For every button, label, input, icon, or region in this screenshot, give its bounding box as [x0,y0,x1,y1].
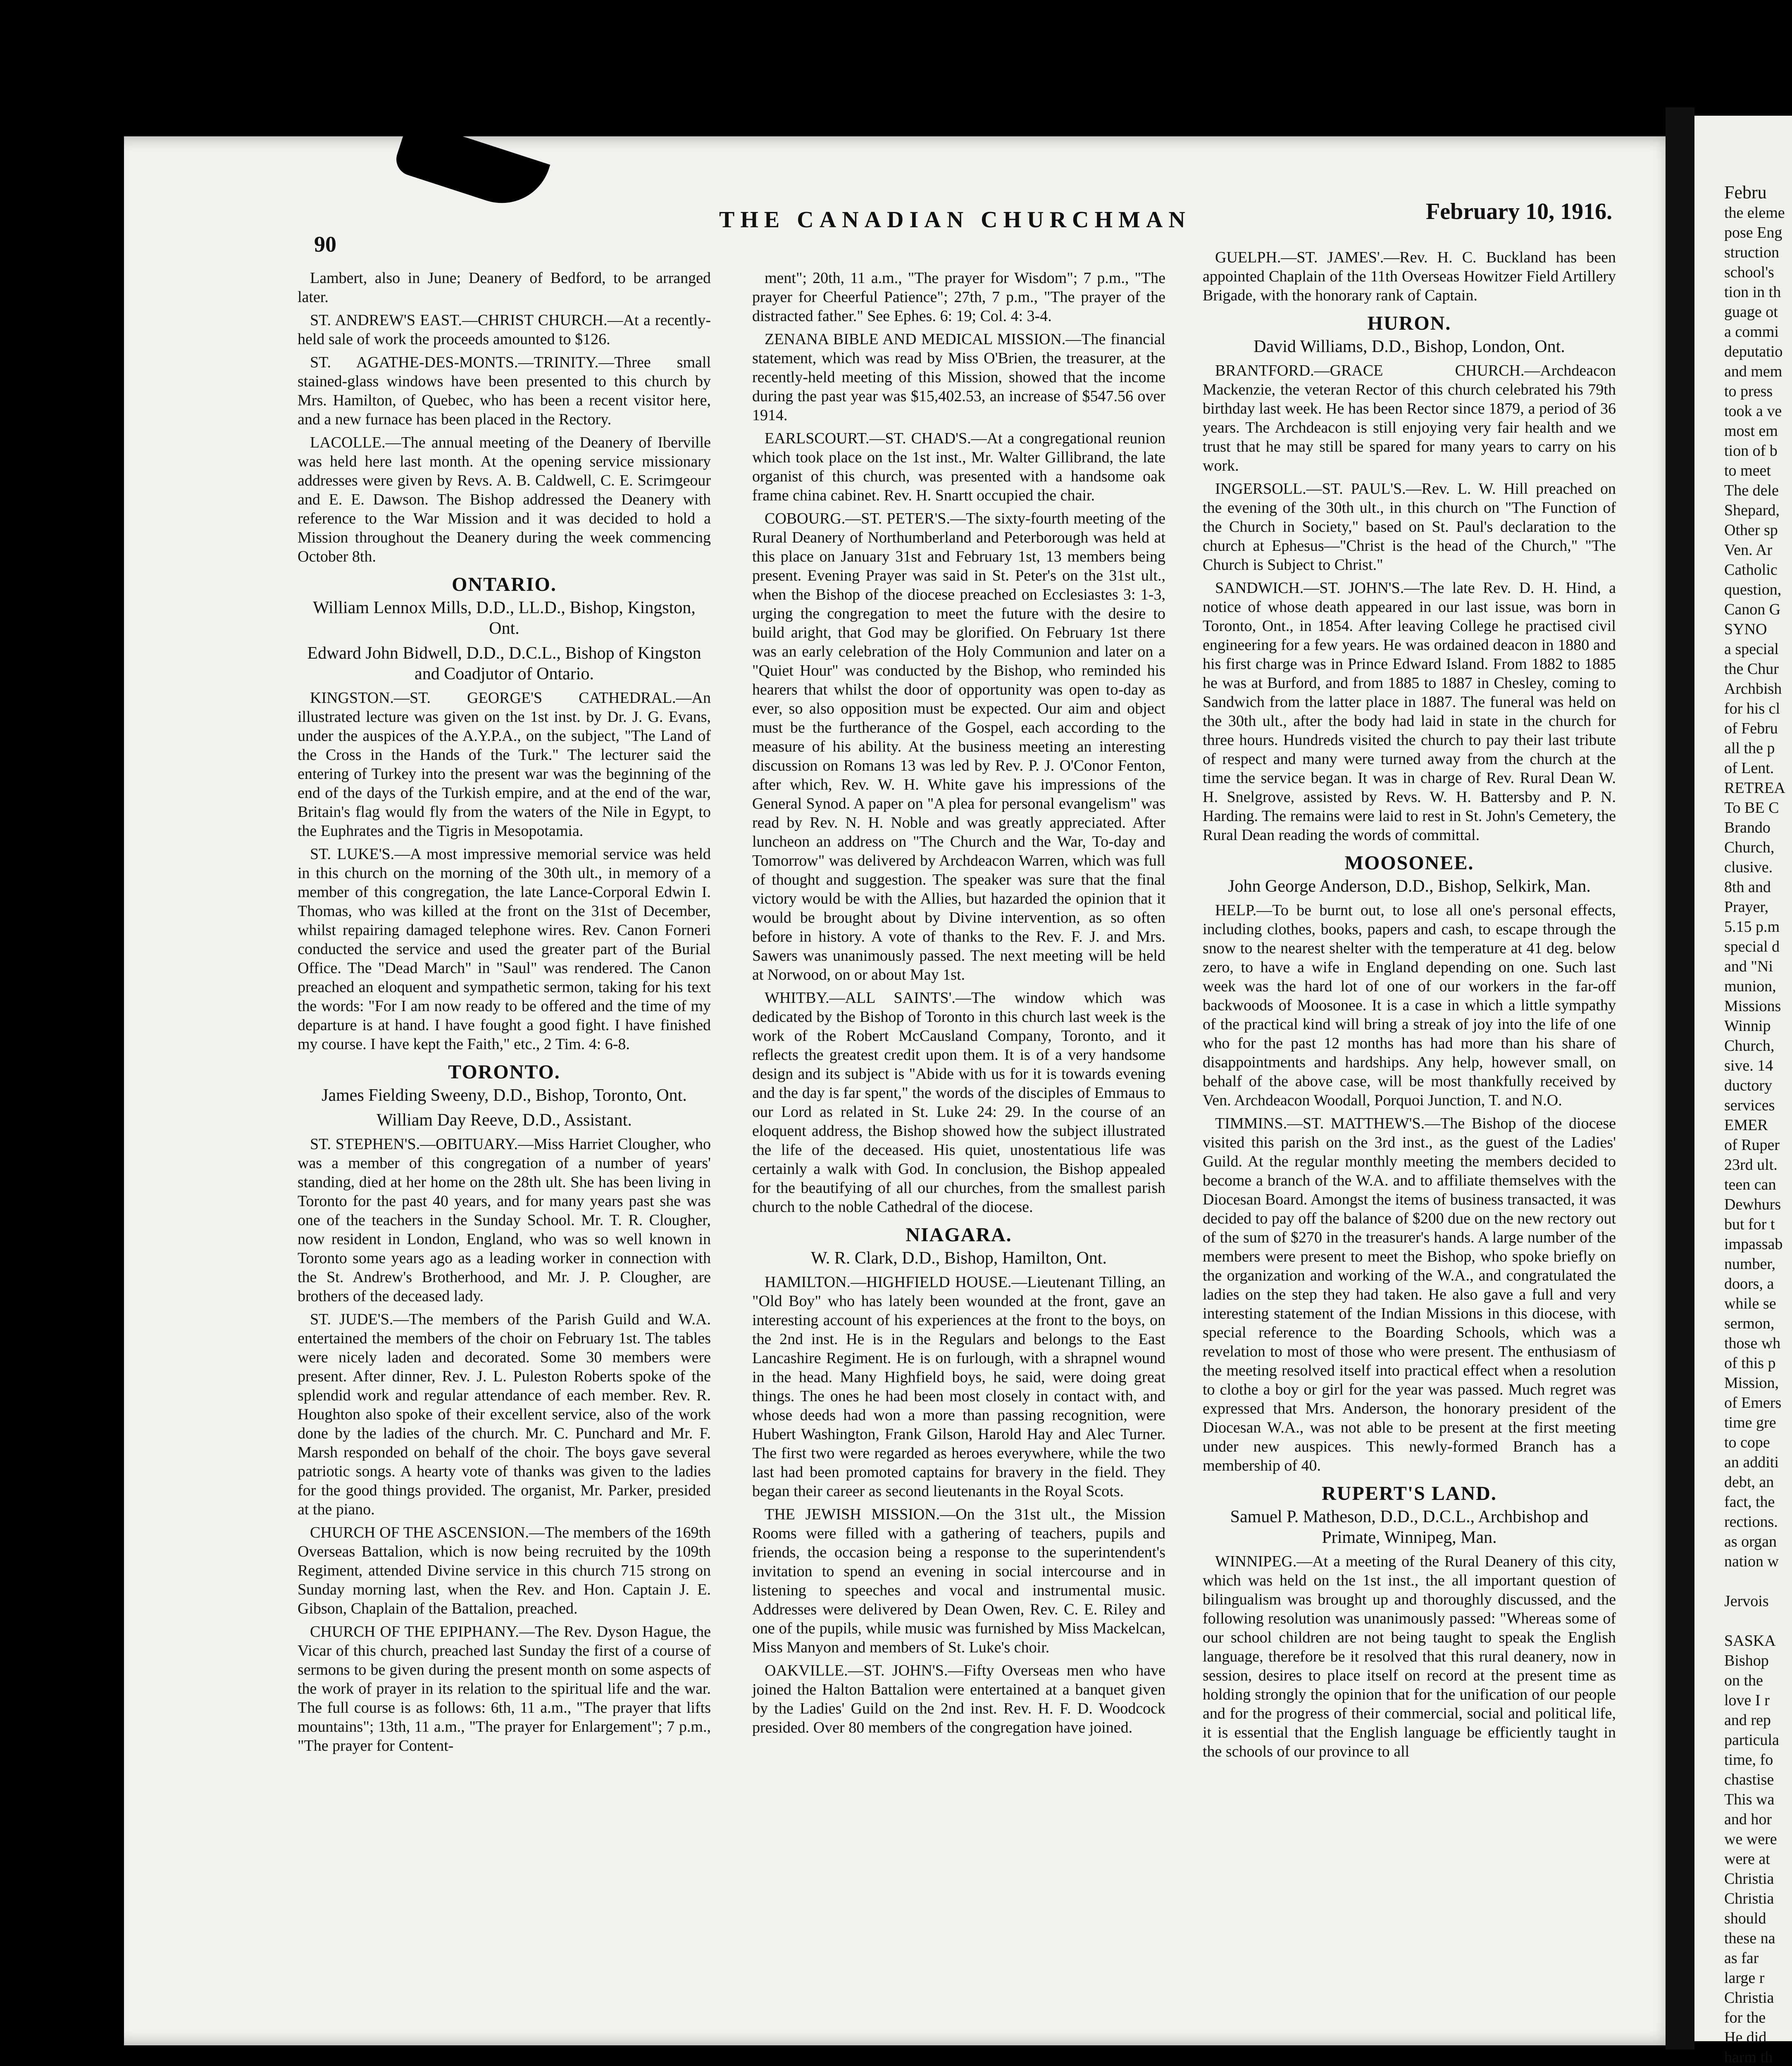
adjacent-page-line: of this p [1724,1354,1776,1372]
scan-border-left [0,0,124,2066]
adjacent-page-line: harm th [1724,2049,1773,2066]
adjacent-page-line: Mission, [1724,1374,1779,1392]
adjacent-page-line: SYNO [1724,621,1767,638]
adjacent-page-line: impassab [1724,1235,1783,1253]
adjacent-page-line: teen can [1724,1176,1776,1193]
adjacent-page-fragment [1694,116,1792,2066]
adjacent-page-line: debt, an [1724,1473,1774,1491]
paragraph: WHITBY.—ALL SAINTS'.—The window which was dedicated by the Bishop of Toronto in this church last week is the work of the Robert McCausland Company, Toronto, and it reflects the greatest credit upon them. It is of a very handsome design and its subject is "Abide with us for it is towards evening and the day is far spent," the words of the disciples of Emmaus to our Lord as related in St. Luke 24: 29. In the course of an eloquent address, the Bishop showed how the subject illustrated the life of the deceased. His quiet, unostentatious life was certainly a walk with God. In conclusion, the Bishop appealed for the beautifying of all our churches, from the smallest parish church to the noble Cathedral of the diocese. [752,989,1165,1216]
adjacent-page-line: fact, the [1724,1493,1775,1511]
adjacent-page-line: to cope [1724,1434,1770,1451]
adjacent-page-line: To BE C [1724,799,1779,816]
column-2 [752,269,1165,1741]
paragraph: Lambert, also in June; Deanery of Bedford, to be arranged later. [298,269,711,306]
paragraph: HELP.—To be burnt out, to lose all one's personal effects, including clothes, books, papers and cash, to escape through the snow to the nearest shelter with the temperature at 41 deg. below zero, to have a wife in England depending on one. Such last week was the hard lot of one of our workers in the far-off backwoods of Moosonee. It is a case in which a little sympathy of the practical kind will bring a streak of joy into the life of one who for the past 12 months has had more than his share of disappointments and hardships. Any help, however small, on behalf of the above case, will be most thankfully received by Ven. Archdeacon Woodall, Porquoi Junction, T. and N.O. [1203,902,1616,1109]
adjacent-page-line: a special [1724,640,1779,658]
paragraph: ment"; 20th, 11 a.m., "The prayer for Wisdom"; 7 p.m., "The prayer for Cheerful Patience"; 27th, 7 p.m., "The prayer of the distracted father." See Ephes. 6: 19; Col. 4: 3-4. [752,269,1165,325]
section-heading-ruperts-land: RUPERT'S LAND. [1322,1483,1497,1504]
adjacent-page-line: to meet [1724,462,1771,479]
adjacent-page-line: love I r [1724,1692,1770,1709]
adjacent-page-line: Catholic [1724,561,1778,578]
paragraph: ST. LUKE'S.—A most impressive memorial service was held in this church on the morning of the 30th ult., in memory of a member of this congregation, the late Lance-Corporal Edwin I. Thomas, who was killed at the front on the 31st of December, whilst repairing damaged telephone wires. Rev. Canon Forneri conducted the service and used the greater part of the Burial Office. The "Dead March" in "Saul" was rendered. The Canon preached an eloquent and sympathetic sermon, taking for his text the words: "For I am now ready to be offered and the time of my departure is at hand. I have fought a good fight. I have finished my course. I have kept the Faith," etc., 2 Tim. 4: 6-8. [298,845,711,1053]
adjacent-page-line: as far [1724,1949,1759,1967]
adjacent-page-line: an additi [1724,1454,1779,1471]
adjacent-page-line: the eleme [1724,204,1785,221]
adjacent-page-line: deputatio [1724,343,1783,360]
paragraph: ST. STEPHEN'S.—OBITUARY.—Miss Harriet Clougher, who was a member of this congregation of a number of years' standing, died at her home on the 28th ult. She has been living in Toronto for the past 40 years, and for many years past she was one of the teachers in the Sunday School. Mr. T. R. Clougher, now resident in London, England, who was so well known in Toronto some years ago as a leading worker in connection with the St. Andrew's Brotherhood, and Mr. J. P. Clougher, are brothers of the deceased lady. [298,1135,711,1305]
adjacent-page-line: of Lent. [1724,759,1774,777]
adjacent-page-line: struction [1724,244,1779,261]
running-head: THE CANADIAN CHURCHMAN [719,207,1191,233]
adjacent-page-line: 8th and [1724,878,1771,896]
adjacent-page-line: RETREA [1724,779,1785,797]
bishop-line: Samuel P. Matheson, D.D., D.C.L., Archbishop and Primate, Winnipeg, Man. [1230,1507,1589,1547]
adjacent-page-line: chastise [1724,1771,1774,1788]
bishop-line: William Lennox Mills, D.D., LL.D., Bishop, Kingston, Ont. [313,598,696,638]
adjacent-page-line: This wa [1724,1791,1775,1808]
adjacent-page-line: time gre [1724,1414,1776,1431]
paragraph: LACOLLE.—The annual meeting of the Deanery of Iberville was held here last month. At the opening service missionary addresses were given by Revs. A. B. Caldwell, C. E. Scrimgeour and E. E. Dawson. The Bishop addressed the Deanery with reference to the War Mission and it was decided to hold a Mission throughout the Deanery during the week commencing October 8th. [298,434,711,565]
bishop-line: William Day Reeve, D.D., Assistant. [377,1111,632,1130]
paragraph: COBOURG.—ST. PETER'S.—The sixty-fourth meeting of the Rural Deanery of Northumberland and Peterborough was held at this place on January 31st and February 1st, 13 members being present. Evening Prayer was said in St. Peter's on the 31st ult., when the Bishop of the diocese preached on Ecclesiastes 3: 1-3, urging the congregation to meet the future with the desire to build aright, that God may be glorified. On February 1st there was an early celebration of the Holy Communion and later on a "Quiet Hour" was conducted by the Bishop, who reminded his hearers that whilst the door of opportunity was open to-day as ever, so also opposition must be expected. Our aim and object must be the furtherance of the Gospel, each according to the measure of his ability. At the business meeting an interesting discussion on Romans 13 was led by Rev. P. J. O'Conor Fenton, after which, Rev. W. H. White gave his impressions of the General Synod. A paper on "A plea for personal evangelism" was read by Rev. N. H. Noble and was greatly appreciated. After luncheon an address on "The Church and the War, To-day and Tomorrow" was delivered by Archdeacon Warren, which was full of thought and suggestion. The speaker was sure that the final victory would be with the Allies, but hazarded the opinion that it would be brought about by Divine intervention, as so often before in history. A vote of thanks to the Rev. F. J. and Mrs. Sawers was unanimously passed. The next meeting will be held at Norwood, on or about May 1st. [752,510,1165,983]
adjacent-page-line: doors, a [1724,1275,1774,1292]
adjacent-page-line: and rep [1724,1711,1771,1729]
adjacent-page-line: for his cl [1724,700,1780,717]
adjacent-page-line: tion in th [1724,283,1781,301]
page-date: February 10, 1916. [1426,199,1613,224]
section-heading-huron: HURON. [1367,312,1451,334]
adjacent-page-line [1694,1611,1792,1631]
paragraph: THE JEWISH MISSION.—On the 31st ult., the Mission Rooms were filled with a gathering of teachers, pupils and friends, the occasion being a response to the superintendent's invitation to spend an evening in social intercourse and in listening to speeches and vocal and instrumental music. Addresses were delivered by Dean Owen, Rev. C. E. Riley and one of the pupils, while music was furnished by Miss Mackelcan, Miss Manyon and members of St. Luke's choir. [752,1506,1165,1656]
adjacent-page-line: a commi [1724,323,1779,340]
paragraph: INGERSOLL.—ST. PAUL'S.—Rev. L. W. Hill preached on the evening of the 30th ult., in this church on "The Function of the Church in Society," based on St. Paul's declaration to the church at Ephesus—"Christ is the head of the Church," "The Church is Subject to Christ." [1203,480,1616,574]
adjacent-page-line: sive. 14 [1724,1057,1773,1074]
adjacent-page-line: Brando [1724,819,1771,836]
adjacent-page-line: Christia [1724,1890,1774,1907]
adjacent-page-line: the Chur [1724,660,1779,678]
adjacent-page-line: EMER [1724,1116,1768,1134]
bishop-line: David Williams, D.D., Bishop, London, Ont. [1253,337,1565,356]
adjacent-page-line: tion of b [1724,442,1778,459]
paragraph: EARLSCOURT.—ST. CHAD'S.—At a congregational reunion which took place on the 1st inst., Mr. Walter Gillibrand, the late organist of this church, was presented with a handsome oak frame china cabinet. Rev. H. Snartt occupied the chair. [752,430,1165,504]
section-heading-moosonee: MOOSONEE. [1344,852,1474,874]
adjacent-page-line: Bishop [1724,1652,1769,1669]
adjacent-page-line: were at [1724,1850,1770,1868]
paragraph: GUELPH.—ST. JAMES'.—Rev. H. C. Buckland has been appointed Chaplain of the 11th Overseas Howitzer Field Artillery Brigade, with the honorary rank of Captain. [1203,249,1616,304]
adjacent-page-line [1694,1571,1792,1591]
adjacent-page-line: for the [1724,2009,1766,2026]
adjacent-page-line: clusive. [1724,859,1773,876]
adjacent-page-line: we were [1724,1830,1777,1848]
adjacent-page-line: on the [1724,1672,1763,1689]
adjacent-page-line: munion, [1724,978,1776,995]
adjacent-page-line: time, fo [1724,1751,1773,1768]
bishop-line: W. R. Clark, D.D., Bishop, Hamilton, Ont. [811,1249,1107,1268]
column-1 [298,269,711,1759]
paragraph: WINNIPEG.—At a meeting of the Rural Deanery of this city, which was held on the 1st inst., the all important question of bilingualism was brought up and thoroughly discussed, and the following resolution was unanimously passed: "Whereas some of our school children are not being taught to speak the English language, therefore be it resolved that this rural deanery, now in session, desires to place itself on record at the present time as holding strongly the opinion that for the unification of our people and for the progress of their commercial, social and political life, it is essential that the English language be efficiently taught in the schools of our province to all [1203,1553,1616,1760]
adjacent-page-line: The dele [1724,482,1779,499]
bishop-line: James Fielding Sweeny, D.D., Bishop, Toronto, Ont. [322,1086,687,1105]
scan-border-bottom [0,2045,1792,2066]
adjacent-page-line: number, [1724,1255,1776,1273]
paragraph: HAMILTON.—HIGHFIELD HOUSE.—Lieutenant Tilling, an "Old Boy" who has lately been wounded at the front, gave an interesting account of his experiences at the front to the boys, on the 2nd inst. He is in the Regulars and belongs to the East Lancashire Regiment. He is on furlough, with a shrapnel wound in the head. Many Highfield boys, he said, were doing great things. The ones he had been most closely in contact with, and whose deeds had won a more than passing recognition, were Hubert Washington, Frank Gilson, Harold Hay and Alec Turner. The first two were regarded as heroes everywhere, while the two last had been promoted captains for bravery in the field. They began their career as second lieutenants in the Royal Scots. [752,1273,1165,1500]
section-heading-niagara: NIAGARA. [906,1224,1012,1246]
paragraph: CHURCH OF THE EPIPHANY.—The Rev. Dyson Hague, the Vicar of this church, preached last Sunday the first of a course of sermons to be given during the present month on some aspects of the work of prayer in its relation to the spiritual life and the war. The full course is as follows: 6th, 11 a.m., "The prayer that lifts mountains"; 13th, 11 a.m., "The prayer for Enlargement"; 7 p.m., "The prayer for Content- [298,1623,711,1754]
adjacent-page-line: SASKA [1724,1632,1776,1649]
adjacent-page-line: as organ [1724,1533,1777,1550]
paragraph: ST. JUDE'S.—The members of the Parish Guild and W.A. entertained the members of the choir on February 1st. The tables were nicely laden and decorated. Some 30 members were present. After dinner, Rev. J. L. Puleston Roberts spoke of the splendid work and regular attendance of each member. Rev. R. Houghton also spoke of their excellent service, also of the work done by the ladies of the church. Mr. C. Punchard and Mr. F. Marsh responded on behalf of the choir. The boys gave several patriotic songs. A hearty vote of thanks was given to the ladies for the good things provided. The organist, Mr. Parker, presided at the piano. [298,1311,711,1518]
section-heading-ontario: ONTARIO. [452,574,557,595]
paragraph: KINGSTON.—ST. GEORGE'S CATHEDRAL.—An illustrated lecture was given on the 1st inst. by Dr. J. G. Evans, under the auspices of the A.Y.P.A., on the subject, "The Land of the Cross in the Hands of the Turk." The lecturer said the entering of Turkey into the present war was the beginning of the end of the days of the Turkish empire, and at the end of the war, Britain's flag would fly from the waters of the Nile in Egypt, to the Euphrates and the Tigris in Mesopotamia. [298,689,711,840]
page-number: 90 [314,232,336,257]
adjacent-page-line: 23rd ult. [1724,1156,1778,1173]
adjacent-page-line: rections. [1724,1513,1778,1530]
section-heading-toronto: TORONTO. [448,1061,560,1083]
adjacent-page-line: He did [1724,2029,1767,2046]
adjacent-page-line: should [1724,1910,1766,1927]
adjacent-page-line: and hor [1724,1811,1772,1828]
adjacent-page-line: nation w [1724,1553,1779,1570]
adjacent-page-line: Christia [1724,1989,1774,2006]
bishop-line: Edward John Bidwell, D.D., D.C.L., Bishop of Kingston and Coadjutor of Ontario. [307,644,701,683]
paragraph: TIMMINS.—ST. MATTHEW'S.—The Bishop of the diocese visited this parish on the 3rd inst., as the guest of the Ladies' Guild. At the regular monthly meeting the members decided to become a branch of the W.A. and to affiliate themselves with the Diocesan Board. Amongst the items of business transacted, it was decided to pay off the balance of $200 due on the new rectory out of the sum of $270 in the treasurer's hands. A large number of the members were present to meet the Bishop, who spoke briefly on the organization and working of the W.A., and congratulated the ladies on the step they had taken. He also gave a full and very interesting statement of the Indian Missions in this diocese, with special reference to the Boarding Schools, which was a revelation to most of those who were present. The enthusiasm of the meeting resolved itself into practical effect when a resolution to clothe a boy or girl for the year was passed. Much regret was expressed that Mrs. Anderson, the honorary president of the Diocesan W.A., was not able to be present at the first meeting under new auspices. This newly-formed Branch has a membership of 40. [1203,1115,1616,1474]
paragraph: BRANTFORD.—GRACE CHURCH.—Archdeacon Mackenzie, the veteran Rector of this church celebrated his 79th birthday last week. He has been Rector since 1879, a period of 36 years. The Archdeacon is still enjoying very fair health and we trust that he may still be spared for many years to carry on his work. [1203,362,1616,474]
adjacent-page-line: Jervois [1724,1592,1769,1610]
paragraph: ST. ANDREW'S EAST.—CHRIST CHURCH.—At a recently-held sale of work the proceeds amounted to $126. [298,312,711,348]
adjacent-page-line: Other sp [1724,521,1778,539]
paragraph: OAKVILLE.—ST. JOHN'S.—Fifty Overseas men who have joined the Halton Battalion were entertained at a banquet given by the Ladies' Guild on the 2nd inst. Rev. H. F. D. Woodcock presided. Over 80 members of the congregation have joined. [752,1662,1165,1736]
adjacent-page-line: 5.15 p.m [1724,918,1780,935]
adjacent-page-line: of Emers [1724,1394,1782,1411]
paragraph: SANDWICH.—ST. JOHN'S.—The late Rev. D. H. Hind, a notice of whose death appeared in our last issue, was born in Toronto, Ont., in 1854. After leaving College he practised civil engineering for a few years. He was ordained deacon in 1880 and his first charge was in Prince Edward Island. From 1882 to 1885 he was at Burford, and from 1885 to 1887 in Chesley, coming to Sandwich from the latter place in 1887. The funeral was held on the 30th ult., after the body had laid in state in the church for three hours. Hundreds visited the church to pay their last tribute of respect and many were turned away from the church at the time the service began. It was in charge of Rev. Rural Dean W. H. Snelgrove, assisted by Revs. W. H. Battersby and P. N. Harding. The remains were laid to rest in St. John's Cemetery, the Rural Dean reading the words of committal. [1203,579,1616,844]
adjacent-page-line: those wh [1724,1335,1781,1352]
adjacent-page-line: school's [1724,264,1774,281]
adjacent-page-line: Church, [1724,839,1775,856]
adjacent-page-line: to press [1724,383,1773,400]
adjacent-page-lines [1694,203,1792,2066]
adjacent-page-line: sermon, [1724,1315,1775,1332]
scan-border-top [0,0,1792,136]
adjacent-page-line: Dewhurs [1724,1196,1781,1213]
adjacent-page-line: and "Ni [1724,958,1773,975]
column-3 [1203,248,1616,1765]
adjacent-page-line: Shepard, [1724,502,1780,519]
adjacent-page-line: all the p [1724,740,1775,757]
paragraph: ST. AGATHE-DES-MONTS.—TRINITY.—Three small stained-glass windows have been presented to this church by Mrs. Hamilton, of Quebec, who has been a recent visitor here, and a new furnace has been placed in the Rectory. [298,354,711,428]
bishop-line: John George Anderson, D.D., Bishop, Selkirk, Man. [1228,877,1591,896]
adjacent-page-line: Canon G [1724,601,1781,618]
adjacent-page-line: services [1724,1097,1775,1114]
adjacent-page-line: Christia [1724,1870,1774,1887]
paragraph: CHURCH OF THE ASCENSION.—The members of the 169th Overseas Battalion, which is now being recruited by the 109th Regiment, attended Divine service in this church 715 strong on Sunday morning last, when the Rev. and Hon. Captain J. E. Gibson, Chaplain of the Battalion, preached. [298,1524,711,1617]
adjacent-page-line: Church, [1724,1037,1775,1054]
adjacent-page-line: took a ve [1724,402,1782,420]
adjacent-page-header: Febru [1724,182,1767,202]
adjacent-page-line: pose Eng [1724,224,1782,241]
adjacent-page-line: most em [1724,422,1778,440]
adjacent-page-line: ductory [1724,1077,1773,1094]
adjacent-page-line: while se [1724,1295,1776,1312]
adjacent-page-line: large r [1724,1969,1765,1987]
adjacent-page-line: Ven. Ar [1724,541,1773,559]
adjacent-page-line: Prayer, [1724,898,1769,916]
adjacent-page-line: question, [1724,581,1782,598]
adjacent-page-line: but for t [1724,1216,1775,1233]
adjacent-page-line: Missions [1724,997,1781,1015]
book-spine [1666,107,1694,2049]
adjacent-page-line: and mem [1724,363,1782,380]
adjacent-page-line: these na [1724,1930,1775,1947]
adjacent-page-line: Winnip [1724,1017,1771,1035]
adjacent-page-line: of Febru [1724,720,1778,737]
paragraph: ZENANA BIBLE AND MEDICAL MISSION.—The financial statement, which was read by Miss O'Brien, the treasurer, at the recently-held meeting of this Mission, showed that the income during the past year was $15,402.53, an increase of $547.56 over 1914. [752,331,1165,424]
adjacent-page-line: of Ruper [1724,1136,1780,1154]
adjacent-page-line: guage ot [1724,303,1778,321]
adjacent-page-line: particula [1724,1731,1779,1749]
adjacent-page-line: Archbish [1724,680,1782,697]
adjacent-page-line: special d [1724,938,1780,955]
